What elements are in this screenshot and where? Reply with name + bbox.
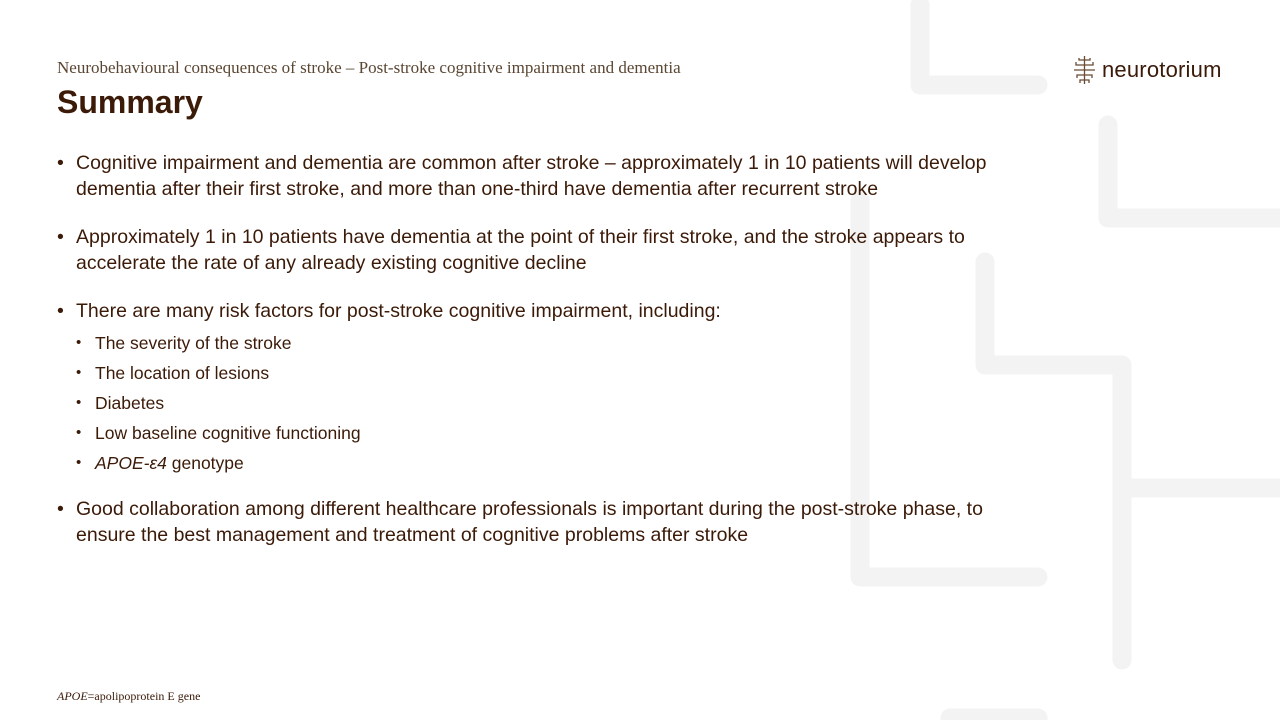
bullet-glyph: • (76, 364, 82, 381)
neurotorium-logo (1071, 53, 1222, 87)
sub-bullet-item (76, 422, 1002, 444)
bullet-glyph: • (76, 424, 82, 441)
bullet-text: There are many risk factors for post-stroke cognitive impairment, including: (76, 300, 721, 322)
sub-bullet-text: Low baseline cognitive functioning (95, 423, 361, 443)
footnote-abbreviation: APOE (57, 689, 88, 703)
sub-bullet-text: Diabetes (95, 393, 165, 413)
footnote (57, 689, 200, 704)
summary-content (57, 150, 1002, 548)
page-title: Summary (57, 84, 203, 120)
bullet-glyph: • (57, 226, 64, 248)
genotype-suffix: genotype (166, 453, 244, 473)
bullet-glyph: • (76, 334, 82, 351)
gene-name: APOE-ε4 (95, 453, 167, 473)
sub-bullet-item (76, 452, 1002, 474)
bullet-glyph: • (76, 394, 82, 411)
sub-bullet-text: The severity of the stroke (95, 333, 292, 353)
footnote-definition: =apolipoprotein E gene (87, 689, 201, 703)
brain-tree-logo-icon (1071, 54, 1098, 86)
bullet-item (57, 496, 1002, 548)
bullet-glyph: • (57, 300, 64, 322)
sub-bullet-item (76, 332, 1002, 354)
bullet-text: Approximately 1 in 10 patients have dementia at the point of their first stroke, and the stroke appears to accelerate the rate of any already existing cognitive decline (76, 226, 965, 274)
logo-text: neurotorium (1102, 57, 1222, 82)
bullet-text: Cognitive impairment and dementia are common after stroke – approximately 1 in 10 patients will develop dementia after their first stroke, and more than one-third have dementia after recurrent stroke (76, 152, 987, 200)
bullet-text: Good collaboration among different healthcare professionals is important during the post-stroke phase, to ensure the best management and treatment of cognitive problems after stroke (76, 498, 983, 546)
sub-bullet-item (76, 392, 1002, 414)
sub-bullet-text: The location of lesions (95, 363, 270, 383)
bullet-glyph: • (76, 454, 82, 471)
deck-subtitle: Neurobehavioural consequences of stroke – Post-stroke cognitive impairment and dementia (57, 58, 681, 77)
bullet-glyph: • (57, 152, 64, 174)
bullet-item (57, 224, 1002, 276)
bullet-item (57, 298, 1002, 324)
bullet-glyph: • (57, 498, 64, 520)
bullet-item (57, 150, 1002, 202)
sub-bullet-item (76, 362, 1002, 384)
